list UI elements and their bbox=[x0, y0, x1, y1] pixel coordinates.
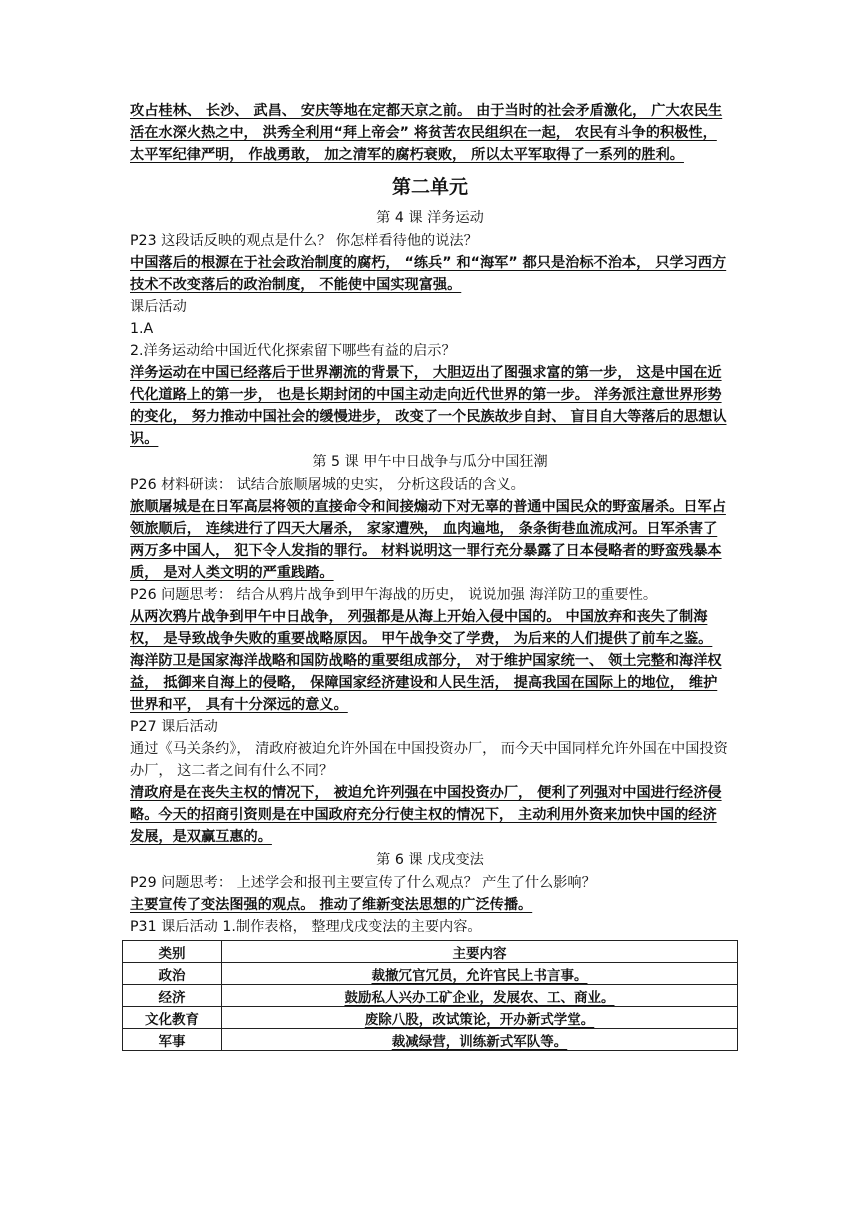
table-cell-content bbox=[222, 1007, 738, 1029]
table-row bbox=[123, 963, 738, 985]
lesson6-answer-1: 主要宣传了变法图强的观点。 推动了维新变法思想的广泛传播。 bbox=[130, 897, 533, 913]
lesson6-title: 第 6 课 戊戌变法 bbox=[376, 852, 484, 868]
table-cell-content bbox=[222, 985, 738, 1007]
table-header-content: 主要内容 bbox=[222, 941, 738, 963]
lesson4-answer-1: 中国落后的根源在于社会政治制度的腐朽， “练兵” 和“海军” 都只是治标不治本， 只学习西方技术不改变落后的政治制度， 不能使中国实现富强。 bbox=[130, 255, 727, 293]
reform-content-table bbox=[122, 940, 738, 1051]
lesson5-activity-label: P27 课后活动 bbox=[130, 719, 218, 735]
unit-title: 第二单元 bbox=[391, 176, 468, 198]
table-cell-content-text: 裁撤冗官冗员，允许官民上书言事。 bbox=[371, 967, 588, 984]
lesson4-activity-label: 课后活动 bbox=[130, 299, 187, 315]
lesson5-title: 第 5 课 甲午中日战争与瓜分中国狂潮 bbox=[312, 454, 548, 470]
intro-answer: 攻占桂林、 长沙、 武昌、 安庆等地在定都天京之前。 由于当时的社会矛盾激化， 广大农民生活在水深火热之中， 洪秀全利用“拜上帝会” 将贫苦农民组织在一起， 农民有斗争的积极性， 太平军纪律严明， 作战勇敢， 加之清军的腐朽衰败， 所以太平军取得了一系列的胜利。 bbox=[130, 103, 723, 163]
lesson4-question-2: 2.洋务运动给中国近代化探索留下哪些有益的启示？ bbox=[130, 343, 456, 359]
document-page bbox=[130, 100, 730, 1051]
lesson5-question-1: P26 材料研读： 试结合旅顺屠城的史实， 分析这段话的含义。 bbox=[130, 477, 525, 493]
table-cell-category: 军事 bbox=[123, 1029, 222, 1051]
lesson5-answer-1: 旅顺屠城是在日军高层将领的直接命令和间接煽动下对无辜的普通中国民众的野蛮屠杀。日军占领旅顺后， 连续进行了四天大屠杀， 家家遭殃， 血肉遍地， 条条街巷血流成河。日军杀害了两万多中国人， 犯下令人发指的罪行。 材料说明这一罪行充分暴露了日本侵略者的野蛮残暴本质， 是对人类文明的严重践踏。 bbox=[130, 499, 726, 581]
lesson4-answer-2: 洋务运动在中国已经落后于世界潮流的背景下， 大胆迈出了图强求富的第一步， 这是中国在近代化道路上的第一步， 也是长期封闭的中国主动走向近代世界的第一步。 洋务派注意世界形势的变化， 努力推动中国社会的缓慢进步， 改变了一个民族故步自封、 盲目自大等落后的思想认识。 bbox=[130, 365, 727, 447]
lesson5-answer-2: 从两次鸦片战争到甲午中日战争， 列强都是从海上开始入侵中国的。 中国放弃和丧失了制海权， 是导致战争失败的重要战略原因。 甲午战争交了学费， 为后来的人们提供了前车之鉴。 海洋防卫是国家海洋战略和国防战略的重要组成部分， 对于维护国家统一、 领土完整和海洋权益， 抵御来自海上的侵略， 保障国家经济建设和人民生活， 提高我国在国际上的地位， 维护世界和平， 具有十分深远的意义。 bbox=[130, 609, 722, 713]
lesson4-item-1: 1.A bbox=[130, 321, 154, 337]
table-row bbox=[123, 985, 738, 1007]
lesson5-question-3: 通过《马关条约》， 清政府被迫允许外国在中国投资办厂， 而今天中国同样允许外国在中国投资办厂， 这二者之间有什么不同？ bbox=[130, 741, 728, 779]
table-header-row bbox=[123, 941, 738, 963]
table-row bbox=[123, 1029, 738, 1051]
lesson4-question-1: P23 这段话反映的观点是什么？ 你怎样看待他的说法？ bbox=[130, 233, 478, 249]
table-row bbox=[123, 1007, 738, 1029]
table-cell-content bbox=[222, 1029, 738, 1051]
table-cell-category: 文化教育 bbox=[123, 1007, 222, 1029]
table-cell-content-text: 鼓励私人兴办工矿企业，发展农、工、商业。 bbox=[344, 989, 615, 1006]
lesson6-question-1: P29 问题思考： 上述学会和报刊主要宣传了什么观点？ 产生了什么影响？ bbox=[130, 875, 596, 891]
lesson4-title: 第 4 课 洋务运动 bbox=[376, 210, 484, 226]
table-cell-category: 政治 bbox=[123, 963, 222, 985]
table-header-category: 类别 bbox=[123, 941, 222, 963]
lesson6-question-2: P31 课后活动 1.制作表格， 整理戊戌变法的主要内容。 bbox=[130, 919, 482, 935]
lesson5-question-2: P26 问题思考： 结合从鸦片战争到甲午海战的历史， 说说加强 海洋防卫的重要性。 bbox=[130, 587, 658, 603]
lesson5-answer-3: 清政府是在丧失主权的情况下， 被迫允许列强在中国投资办厂， 便利了列强对中国进行经济侵略。今天的招商引资则是在中国政府充分行使主权的情况下， 主动利用外资来加快中国的经济发展，是双赢互惠的。 bbox=[130, 785, 722, 845]
table-cell-content bbox=[222, 963, 738, 985]
table-cell-category: 经济 bbox=[123, 985, 222, 1007]
table-cell-content-text: 裁减绿营，训练新式军队等。 bbox=[391, 1033, 568, 1050]
table-cell-content-text: 废除八股，改试策论，开办新式学堂。 bbox=[364, 1011, 595, 1028]
